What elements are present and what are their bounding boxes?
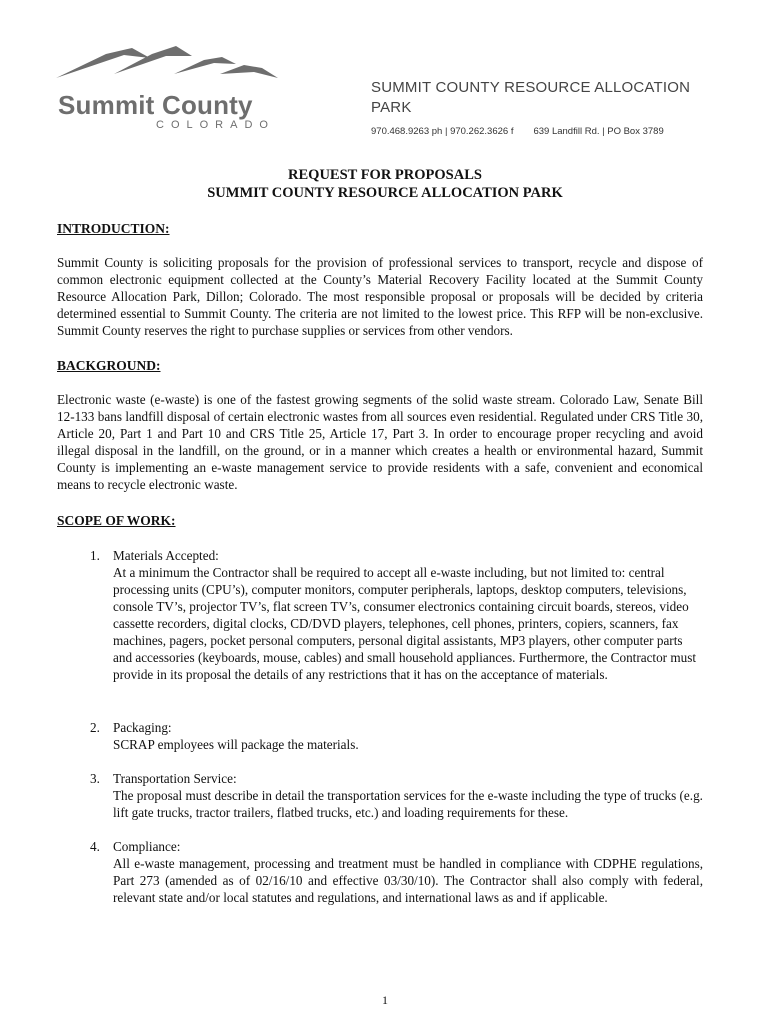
- item-number: 3.: [90, 771, 100, 786]
- scope-heading: SCOPE OF WORK:: [57, 513, 176, 528]
- introduction-text: Summit County is soliciting proposals for the provision of professional services to transport, recycle and dispose of common electronic equipment collected at the County’s Material Recovery Facility located at the Summit County Resource Allocation Park, Dillon; Colorado. The most responsible proposal or proposals will be decided by criteria determined essential to Summit County. The criteria are not limited to the lowest price. This RFP will be non-exclusive. Summit County reserves the right to purchase supplies or services from other vendors.: [57, 255, 703, 338]
- phone-fax: 970.468.9263 ph | 970.262.3626 f: [371, 126, 514, 137]
- background-heading: BACKGROUND:: [57, 358, 161, 373]
- summit-county-logo: [54, 44, 284, 136]
- item-text: All e-waste management, processing and treatment must be handled in compliance with CDPHE regulations, Part 273 (amended as of 02/16/10 and effective 03/30/10). The Contractor shall also comply with federal, relevant state and/or local statutes and regulations, and international laws as and if applicable.: [113, 856, 703, 905]
- page-number: 1: [382, 993, 388, 1007]
- item-title: Materials Accepted:: [113, 548, 219, 563]
- document-subtitle: SUMMIT COUNTY RESOURCE ALLOCATION PARK: [207, 185, 563, 201]
- logo-wordmark: Summit County: [58, 90, 253, 120]
- introduction-heading: INTRODUCTION:: [57, 221, 170, 236]
- mountain-logo-icon: [54, 44, 284, 92]
- document-title: REQUEST FOR PROPOSALS: [288, 167, 482, 183]
- org-name: SUMMIT COUNTY RESOURCE ALLOCATION PARK: [371, 79, 691, 116]
- item-text: At a minimum the Contractor shall be required to accept all e-waste including, but not limited to: central processing units (CPU’s), computer monitors, computer peripherals, laptops, desktop computers, televisions, console TV’s, projector TV’s, flat screen TV’s, consumer electronics containing circuit boards, stereos, video cassette recorders, digital clocks, CD/DVD players, telephones, cell phones, printers, copiers, scanners, fax machines, pagers, pocket personal computers, personal digital assistants, MP3 players, other computer parts and accessories (keyboards, mouse, cables) and small household appliances. Furthermore, the Contractor must provide in its proposal the details of any restrictions that it has on the acceptance of materials.: [113, 565, 697, 682]
- item-title: Packaging:: [113, 720, 172, 735]
- background-text: Electronic waste (e-waste) is one of the fastest growing segments of the solid waste stream. Colorado Law, Senate Bill 12-133 bans landfill disposal of certain electronic wastes from all sources even residential. Regulated under CRS Title 30, Article 20, Part 1 and Part 10 and CRS Title 25, Article 17, Part 3. In order to encourage proper recycling and avoid illegal disposal in the landfill, on the ground, or in a manner which creates a health or environmental hazard, Summit County is implementing an e-waste management service to provide residents with a safe, convenient and economical means to recycle electronic waste.: [57, 392, 703, 492]
- item-number: 1.: [90, 548, 100, 563]
- item-number: 4.: [90, 839, 100, 854]
- contact-line: [371, 126, 664, 137]
- item-number: 2.: [90, 720, 100, 735]
- item-title: Compliance:: [113, 839, 181, 854]
- logo-subtitle: COLORADO: [156, 119, 275, 131]
- item-title: Transportation Service:: [113, 771, 237, 786]
- address: 639 Landfill Rd. | PO Box 3789: [533, 126, 664, 137]
- item-text: The proposal must describe in detail the transportation services for the e-waste including the type of trucks (e.g. lift gate trucks, tractor trailers, flatbed trucks, etc.) and loading requirements for these.: [113, 788, 703, 820]
- item-text: SCRAP employees will package the materials.: [113, 737, 359, 752]
